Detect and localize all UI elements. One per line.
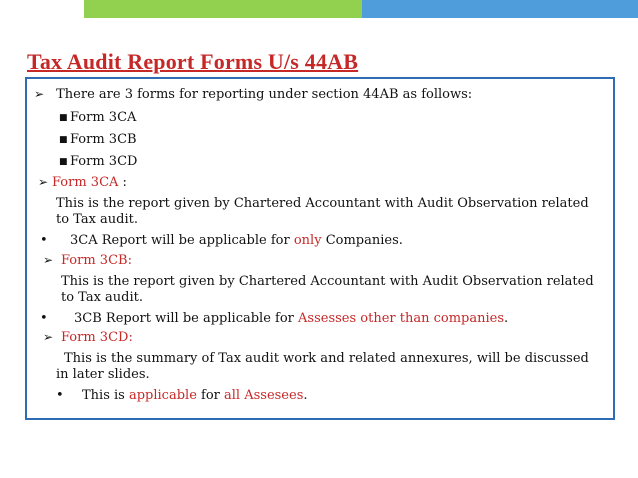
description-line: This is the report given by Chartered Accountant with Audit Observation related: [61, 274, 594, 289]
intro-text: There are 3 forms for reporting under section 44AB as follows:: [56, 87, 473, 102]
bullet-line-3cd: [56, 387, 308, 404]
description-line: in later slides.: [56, 367, 150, 382]
section-heading-3cb: [43, 252, 132, 269]
description-line: This is the summary of Tax audit work and related annexures, will be discussed: [64, 351, 589, 366]
form-list-label: Form 3CD: [70, 154, 138, 169]
arrowhead-bullet-icon: ➢: [43, 330, 54, 344]
bullet-text-end: Companies.: [321, 233, 403, 248]
dot-bullet-icon: •: [56, 388, 64, 403]
heading-text: Form 3CD:: [61, 330, 133, 345]
arrowhead-bullet-icon: ➢: [43, 253, 54, 267]
bullet-text: This is: [82, 388, 129, 403]
bullet-highlight: applicable: [128, 388, 197, 403]
square-bullet-icon: ■: [59, 113, 68, 123]
arrowhead-bullet-icon: ➢: [34, 87, 45, 101]
heading-suffix: :: [118, 175, 127, 190]
square-bullet-icon: ■: [59, 135, 68, 145]
form-list-label: Form 3CB: [70, 132, 137, 147]
bullet-text: 3CB Report will be applicable for: [74, 311, 299, 326]
top-green-bar: [84, 0, 362, 18]
bullet-text-end: .: [504, 311, 509, 326]
form-list-item: [59, 131, 137, 149]
form-list-item: [59, 153, 137, 171]
bullet-line-3cb: [40, 310, 508, 327]
section-heading-3ca: [38, 174, 127, 191]
bullet-text-mid: for: [196, 388, 225, 403]
dot-bullet-icon: •: [40, 311, 48, 326]
description-line: This is the report given by Chartered Accountant with Audit Observation related: [56, 196, 589, 211]
description-line: to Tax audit.: [61, 290, 144, 305]
top-blue-bar: [362, 0, 638, 18]
bullet-highlight: only: [293, 233, 322, 248]
dot-bullet-icon: •: [40, 233, 48, 248]
intro-line: [34, 86, 472, 103]
bullet-highlight: Assesses other than companies: [298, 311, 504, 326]
section-heading-3cd: [43, 329, 133, 346]
bullet-text-end: .: [303, 388, 308, 403]
slide-title: Tax Audit Report Forms U/s 44AB: [27, 49, 359, 74]
arrowhead-bullet-icon: ➢: [38, 175, 49, 189]
heading-text: Form 3CB:: [61, 253, 132, 268]
bullet-highlight: all Assesees: [224, 388, 304, 403]
form-list-label: Form 3CA: [70, 110, 137, 125]
bullet-text: 3CA Report will be applicable for: [70, 233, 294, 248]
form-list-item: [59, 109, 136, 127]
bullet-line-3ca: [40, 232, 403, 249]
heading-text: Form 3CA: [52, 175, 119, 190]
description-line: to Tax audit.: [56, 212, 139, 227]
square-bullet-icon: ■: [59, 157, 68, 167]
